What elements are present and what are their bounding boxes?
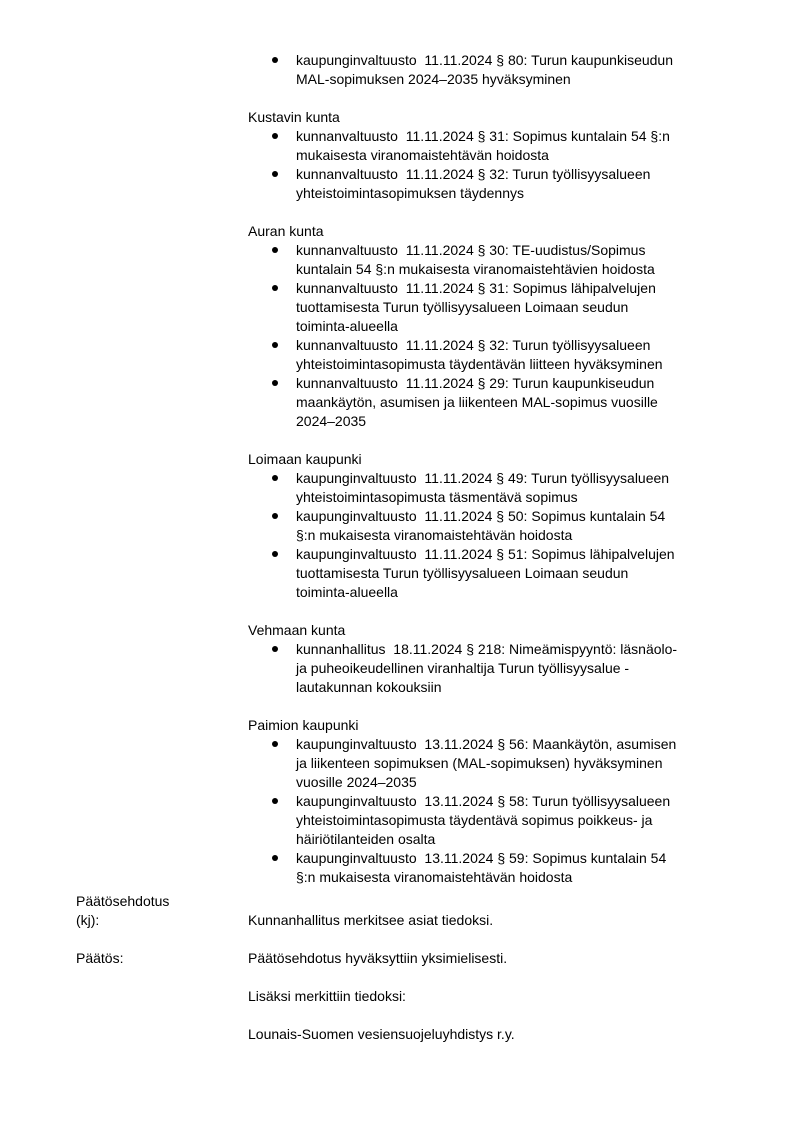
decision-text: Päätösehdotus hyväksyttiin yksimielisesti.	[248, 950, 508, 966]
list-item-line: ja puheoikeudellinen viranhaltija Turun työllisyysalue -	[296, 660, 630, 676]
municipality-section	[248, 222, 738, 431]
decision-list	[248, 241, 738, 431]
municipality-title: Vehmaan kunta	[248, 622, 346, 638]
bullet-icon	[272, 247, 278, 253]
list-item-line: kunnanhallitus 18.11.2024 § 218: Nimeämispyyntö: läsnäolo-	[296, 641, 678, 657]
list-item-line: §:n mukaisesta viranomaistehtävän hoidosta	[296, 869, 573, 885]
list-item	[248, 241, 738, 279]
list-item-line: yhteistoimintasopimuksen täydennys	[296, 185, 525, 201]
list-item-line: kunnanvaltuusto 11.11.2024 § 31: Sopimus lähipalvelujen	[296, 280, 656, 296]
bullet-icon	[272, 133, 278, 139]
bullet-icon	[272, 646, 278, 652]
decision-list	[248, 51, 738, 89]
list-item-line: kaupunginvaltuusto 13.11.2024 § 58: Turun työllisyysalueen	[296, 793, 671, 809]
bullet-icon	[272, 855, 278, 861]
list-item-line: kunnanvaltuusto 11.11.2024 § 30: TE-uudistus/Sopimus	[296, 242, 646, 258]
list-item-line: kunnanvaltuusto 11.11.2024 § 29: Turun kaupunkiseudun	[296, 375, 655, 391]
list-item-line: 2024–2035	[296, 413, 367, 429]
municipality-section	[248, 716, 738, 887]
decision-list	[248, 640, 738, 697]
list-item	[248, 165, 738, 203]
list-item-line: kunnanvaltuusto 11.11.2024 § 32: Turun työllisyysalueen	[296, 166, 651, 182]
proposal-label-kj: (kj):	[76, 912, 100, 928]
list-item-line: §:n mukaisesta viranomaistehtävän hoidosta	[296, 527, 573, 543]
municipality-section	[248, 450, 738, 602]
list-item	[248, 336, 738, 374]
list-item	[248, 507, 738, 545]
list-item-line: kunnanvaltuusto 11.11.2024 § 31: Sopimus kuntalain 54 §:n	[296, 128, 670, 144]
list-item-line: yhteistoimintasopimusta täydentävän liitteen hyväksyminen	[296, 356, 663, 372]
organization-row	[76, 1025, 736, 1044]
bullet-icon	[272, 798, 278, 804]
list-item-line: kaupunginvaltuusto 11.11.2024 § 51: Sopimus lähipalvelujen	[296, 546, 675, 562]
municipality-title: Paimion kaupunki	[248, 717, 359, 733]
list-item-line: kaupunginvaltuusto 11.11.2024 § 49: Turun työllisyysalueen	[296, 470, 670, 486]
additional-text: Lisäksi merkittiin tiedoksi:	[248, 988, 406, 1004]
municipality-title: Auran kunta	[248, 223, 324, 239]
bullet-icon	[272, 513, 278, 519]
list-item-line: maankäytön, asumisen ja liikenteen MAL-sopimus vuosille	[296, 394, 658, 410]
proposal-text: Kunnanhallitus merkitsee asiat tiedoksi.	[248, 912, 494, 928]
list-item	[248, 469, 738, 507]
bullet-icon	[272, 741, 278, 747]
proposal-row-1	[76, 892, 736, 911]
list-item-line: tuottamisesta Turun työllisyysalueen Loimaan seudun	[296, 299, 629, 315]
list-item	[248, 640, 738, 697]
bullet-icon	[272, 380, 278, 386]
list-item-line: kaupunginvaltuusto 11.11.2024 § 50: Sopimus kuntalain 54	[296, 508, 666, 524]
list-item-line: MAL-sopimuksen 2024–2035 hyväksyminen	[296, 71, 571, 87]
decision-list	[248, 127, 738, 203]
list-item-line: kaupunginvaltuusto 11.11.2024 § 80: Turun kaupunkiseudun	[296, 52, 673, 68]
list-item	[248, 735, 738, 792]
municipality-title: Kustavin kunta	[248, 109, 340, 125]
municipality-section	[248, 51, 738, 89]
municipality-section	[248, 108, 738, 203]
list-item-line: kunnanvaltuusto 11.11.2024 § 32: Turun työllisyysalueen	[296, 337, 651, 353]
bullet-icon	[272, 475, 278, 481]
list-item-line: toiminta-alueella	[296, 318, 398, 334]
bullet-icon	[272, 551, 278, 557]
decision-block	[76, 892, 736, 1044]
list-item	[248, 545, 738, 602]
list-item	[248, 374, 738, 431]
list-item	[248, 127, 738, 165]
municipality-section	[248, 621, 738, 697]
list-item-line: vuosille 2024–2035	[296, 774, 417, 790]
list-item-line: yhteistoimintasopimusta täydentävä sopimus poikkeus- ja	[296, 812, 653, 828]
list-item-line: lautakunnan kokouksiin	[296, 679, 442, 695]
bullet-icon	[272, 171, 278, 177]
notice-list	[248, 51, 738, 906]
list-item	[248, 51, 738, 89]
decision-row	[76, 949, 736, 968]
proposal-row-2	[76, 911, 736, 930]
bullet-icon	[272, 342, 278, 348]
list-item-line: häiriötilanteiden osalta	[296, 831, 436, 847]
additional-row	[76, 987, 736, 1006]
list-item	[248, 792, 738, 849]
decision-label: Päätös:	[76, 950, 124, 966]
list-item-line: mukaisesta viranomaistehtävän hoidosta	[296, 147, 549, 163]
bullet-icon	[272, 57, 278, 63]
list-item	[248, 279, 738, 336]
list-item-line: kaupunginvaltuusto 13.11.2024 § 56: Maankäytön, asumisen	[296, 736, 677, 752]
list-item-line: ja liikenteen sopimuksen (MAL-sopimuksen) hyväksyminen	[296, 755, 663, 771]
list-item	[248, 849, 738, 887]
municipality-title: Loimaan kaupunki	[248, 451, 362, 467]
organization-name: Lounais-Suomen vesiensuojeluyhdistys r.y.	[248, 1026, 515, 1042]
list-item-line: tuottamisesta Turun työllisyysalueen Loimaan seudun	[296, 565, 629, 581]
list-item-line: yhteistoimintasopimusta täsmentävä sopimus	[296, 489, 578, 505]
list-item-line: kaupunginvaltuusto 13.11.2024 § 59: Sopimus kuntalain 54	[296, 850, 667, 866]
list-item-line: kuntalain 54 §:n mukaisesta viranomaistehtävien hoidosta	[296, 261, 655, 277]
bullet-icon	[272, 285, 278, 291]
decision-list	[248, 469, 738, 602]
list-item-line: toiminta-alueella	[296, 584, 398, 600]
proposal-label: Päätösehdotus	[76, 893, 170, 909]
decision-list	[248, 735, 738, 887]
